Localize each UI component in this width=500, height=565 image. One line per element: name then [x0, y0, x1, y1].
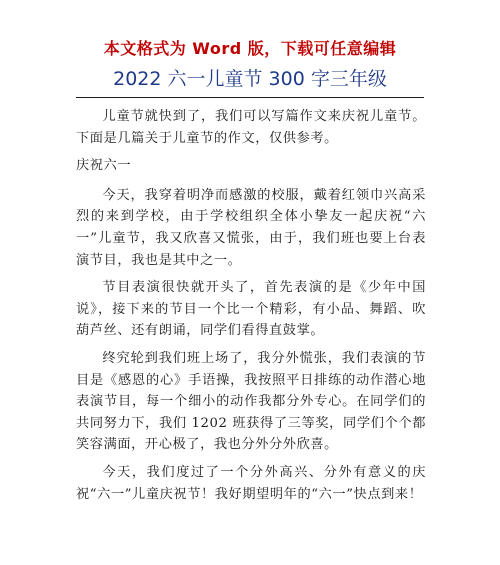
format-banner: 本文格式为 Word 版，下载可任意编辑	[103, 39, 397, 58]
intro-paragraph: 儿童节就快到了，我们可以写篇作文来庆祝儿童节。下面是几篇关于儿童节的作文，仅供参考。	[76, 109, 426, 146]
document-body	[76, 106, 426, 511]
body-paragraph: 今天，我穿着明净而感激的校服，戴着红领巾兴高采烈的来到学校，由于学校组织全体小挚友一起庆祝“六一”儿童节，我又欣喜又慌张，由于，我们班也要上台表演节目，我也是其中之一。	[76, 187, 426, 268]
document-title: 2022 六一儿童节 300 字三年级	[113, 68, 387, 90]
body-paragraph: 今天，我们度过了一个分外高兴、分外有意义的庆祝“六一”儿童庆祝节！我好期望明年的“六一”快点到来！	[76, 464, 426, 502]
title-divider	[76, 97, 424, 98]
body-paragraph: 终究轮到我们班上场了，我分外慌张，我们表演的节目是《感恩的心》手语操，我按照平日排练的动作潜心地表演节目，每一个细小的动作我都分外专心。在同学们的共同努力下，我们 1202 班获得了三等奖，同学们个个都笑容满面，开心极了，我也分外分外欣喜。	[76, 350, 426, 453]
section-heading: 庆祝六一	[76, 158, 132, 174]
body-paragraph: 节目表演很快就开头了，首先表演的是《少年中国说》，接下来的节目一个比一个精彩，有小品、舞蹈、吹葫芦丝、还有朗诵，同学们看得直鼓掌。	[76, 280, 426, 339]
